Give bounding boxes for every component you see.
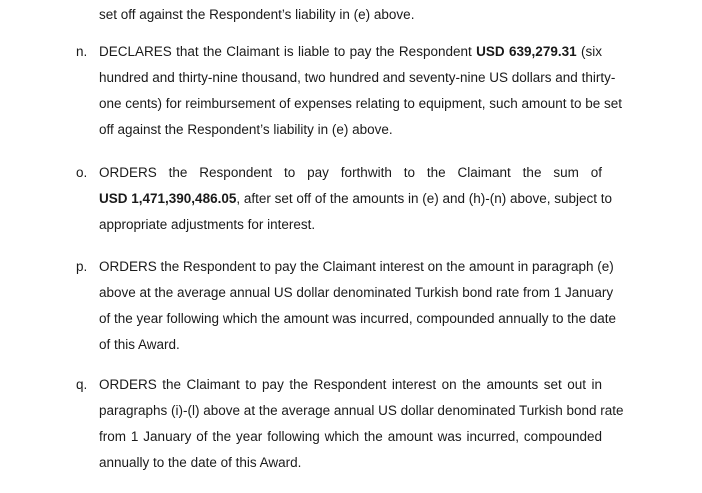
paragraph-n-marker: n.	[76, 44, 88, 59]
paragraph-o-line-3: appropriate adjustments for interest.	[99, 217, 316, 232]
paragraph-n-amount: USD 639,279.31	[476, 44, 577, 59]
paragraph-n-line-1-end: (six	[576, 44, 602, 59]
paragraph-p-marker: p.	[76, 259, 88, 274]
paragraph-q-line-1: ORDERS the Claimant to pay the Respondent interest on the amounts set out in	[99, 377, 602, 392]
paragraph-n-line-4: off against the Respondent’s liability in (e) above.	[99, 122, 393, 137]
paragraph-o-line-1: ORDERS the Respondent to pay forthwith to the Claimant the sum of	[99, 165, 602, 180]
paragraph-q-line-2: paragraphs (i)-(l) above at the average annual US dollar denominated Turkish bond rate	[99, 403, 624, 418]
paragraph-n-line-1	[99, 39, 602, 65]
paragraph-o-marker: o.	[76, 165, 88, 180]
paragraph-n-line-3: one cents) for reimbursement of expenses relating to equipment, such amount to be set	[99, 96, 623, 111]
paragraph-p-line-3: of the year following which the amount was incurred, compounded annually to the date	[99, 311, 617, 326]
paragraph-m-line-1: set off against the Respondent’s liability in (e) above.	[99, 7, 415, 22]
paragraph-q-line-3: from 1 January of the year following which the amount was incurred, compounded	[99, 429, 602, 444]
paragraph-n-line-2: hundred and thirty-nine thousand, two hundred and seventy-nine US dollars and thirty-	[99, 70, 616, 85]
paragraph-p-line-1: ORDERS the Respondent to pay the Claimant interest on the amount in paragraph (e)	[99, 259, 614, 274]
paragraph-n-line-1-text: DECLARES that the Claimant is liable to pay the Respondent	[99, 44, 477, 59]
paragraph-q-marker: q.	[76, 377, 88, 392]
paragraph-o-line-2-text: , after set off of the amounts in (e) and (h)-(n) above, subject to	[236, 191, 613, 206]
paragraph-q-line-4: annually to the date of this Award.	[99, 455, 302, 470]
paragraph-o-amount: USD 1,471,390,486.05	[99, 191, 237, 206]
paragraph-p-line-4: of this Award.	[99, 337, 180, 352]
paragraph-p-line-2: above at the average annual US dollar denominated Turkish bond rate from 1 January	[99, 285, 614, 300]
paragraph-o-line-2	[99, 186, 613, 212]
